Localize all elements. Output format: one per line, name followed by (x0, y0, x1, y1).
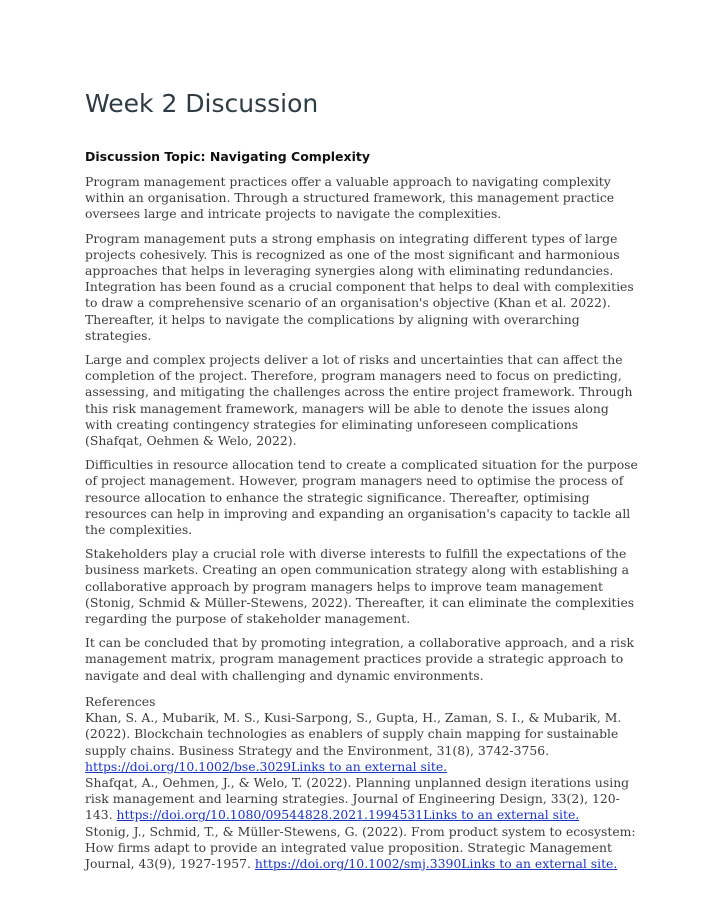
paragraph: Difficulties in resource allocation tend to create a complicated situation for the purpose of project management. However, program managers need to optimise the process of resource allocation to enhance the strategic significance. Thereafter, optimising resources can help in improving and expanding an organisation's capacity to tackle all the complexities. (85, 457, 638, 538)
page-title: Week 2 Discussion (85, 89, 319, 118)
reference-text: Stonig, J., Schmid, T., & Müller-Stewens, G. (2022). From product system to ecosystem: How firms adapt to provide an integrated value proposition. Strategic Management Journal, 43(9), 1927-1957. (85, 823, 636, 871)
reference-doi-link[interactable]: https://doi.org/10.1002/smj.3390Links to an external site. (254, 855, 618, 871)
paragraph: It can be concluded that by promoting integration, a collaborative approach, and a risk management matrix, program management practices provide a strategic approach to navigate and deal with challenging and dynamic environments. (85, 635, 634, 683)
reference-item (85, 824, 638, 873)
paragraph: Stakeholders play a crucial role with diverse interests to fulfill the expectations of the business markets. Creating an open communication strategy along with establishing a collaborative approach by program managers helps to improve team management (Stonig, Schmid & Müller-Stewens, 2022). Thereafter, it can eliminate the complexities regarding the purpose of stakeholder management. (85, 546, 635, 627)
paragraph: Program management puts a strong emphasis on integrating different types of large projects cohesively. This is recognized as one of the most significant and harmonious approaches that helps in leveraging synergies along with eliminating redundancies. Integration has been found as a crucial component that helps to deal with complexities to draw a comprehensive scenario of an organisation's objective (Khan et al. 2022). Thereafter, it helps to navigate the complications by aligning with overarching strategies. (85, 230, 634, 343)
reference-text: Khan, S. A., Mubarik, M. S., Kusi-Sarpong, S., Gupta, H., Zaman, S. I., & Mubarik, M. (2022). Blockchain technologies as enablers of supply chain mapping for sustainable supply chains. Business Strategy and the Environment, 31(8), 3742-3756. (85, 710, 622, 758)
paragraph: Large and complex projects deliver a lot of risks and uncertainties that can affect the completion of the project. Therefore, program managers need to focus on predicting, assessing, and mitigating the challenges across the entire project framework. Through this risk management framework, managers will be able to denote the issues along with creating contingency strategies for eliminating unforeseen complications (Shafqat, Oehmen & Welo, 2022). (85, 352, 633, 449)
reference-item (85, 710, 638, 775)
discussion-body (85, 174, 638, 872)
reference-doi-link[interactable]: https://doi.org/10.1080/09544828.2021.1994531Links to an external site. (116, 807, 580, 823)
reference-text: Shafqat, A., Oehmen, J., & Welo, T. (2022). Planning unplanned design iterations using risk management and learning strategies. Journal of Engineering Design, 33(2), 120-143. (85, 774, 630, 823)
reference-doi-link[interactable]: https://doi.org/10.1002/bse.3029Links to an external site. (85, 758, 448, 774)
references-heading: References (85, 693, 156, 709)
paragraph: Program management practices offer a valuable approach to navigating complexity within an organisation. Through a structured framework, this management practice oversees large and intricate projects to navigate the complexities. (85, 174, 615, 222)
references-section (85, 694, 638, 872)
reference-item (85, 775, 638, 824)
topic-heading: Discussion Topic: Navigating Complexity (85, 149, 370, 164)
